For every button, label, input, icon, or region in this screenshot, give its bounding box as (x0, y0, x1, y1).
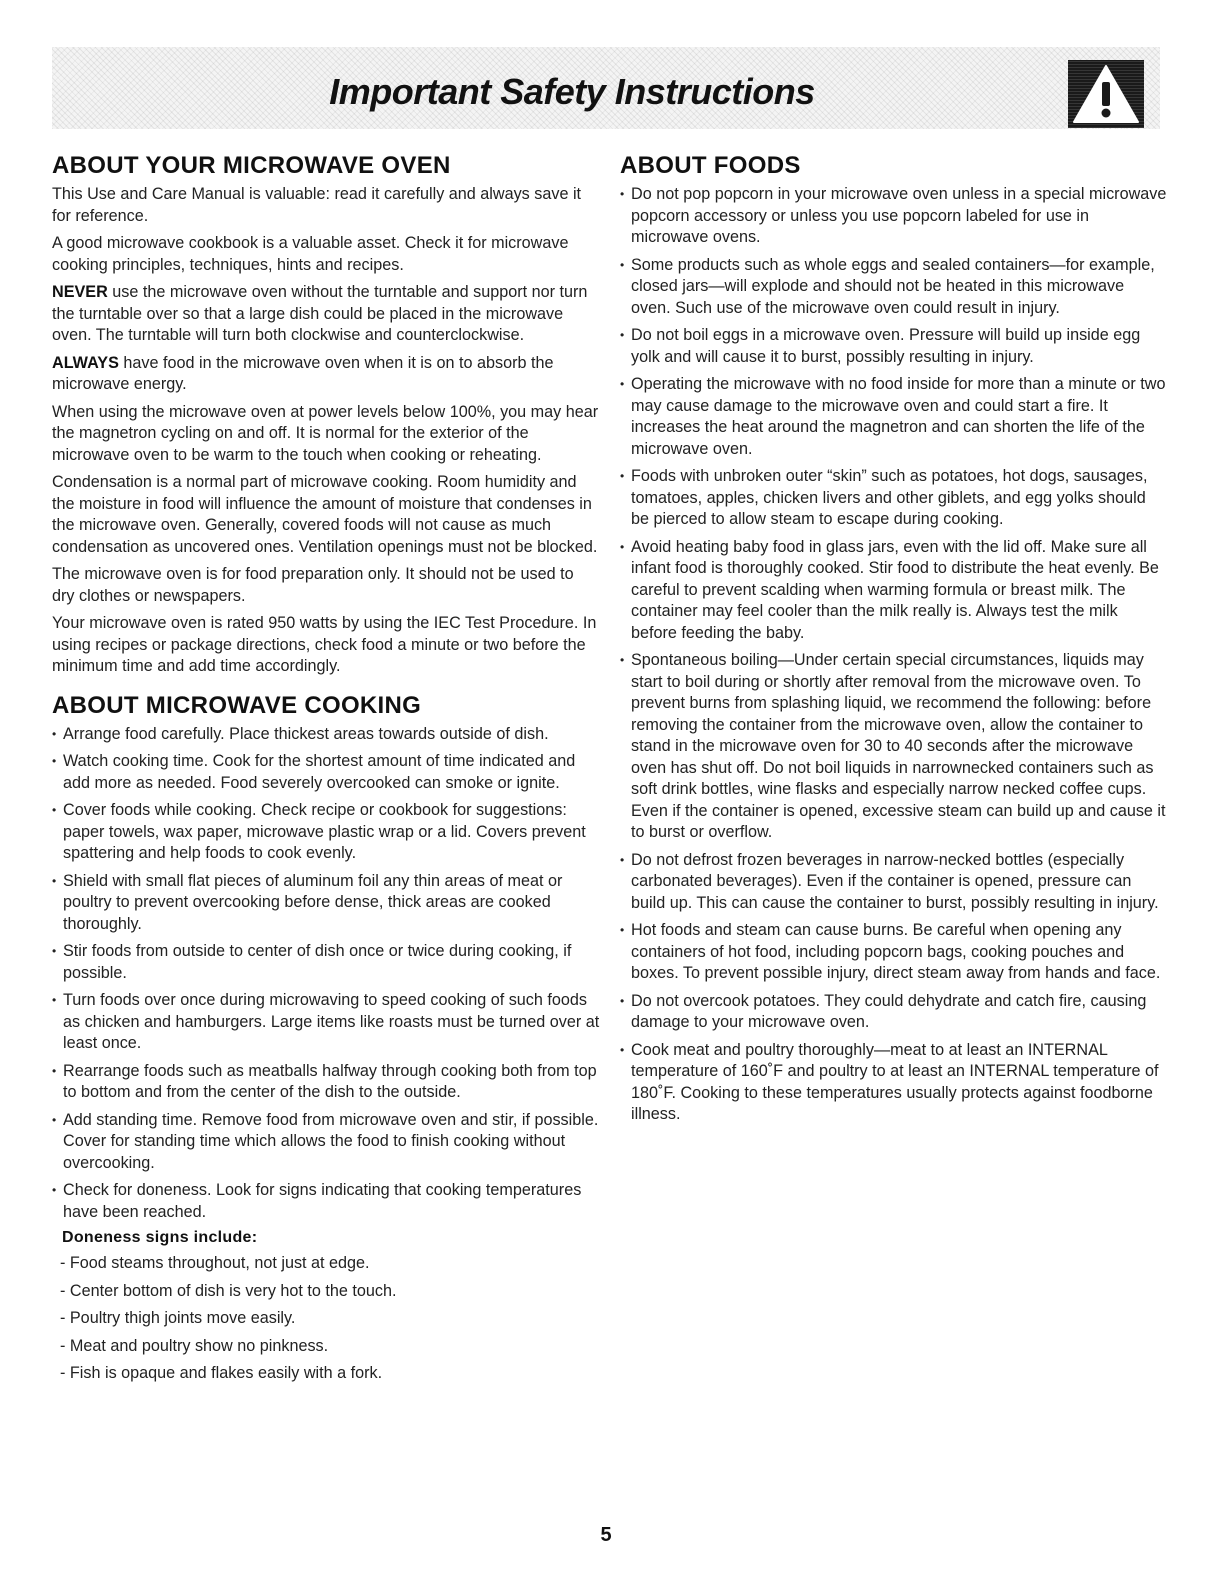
list-item: • Stir foods from outside to center of dish once or twice during cooking, if possible. (52, 941, 600, 984)
list-item: - Meat and poultry show no pinkness. (60, 1336, 329, 1355)
list-item: • Arrange food carefully. Place thickest areas towards outside of dish. (52, 724, 600, 746)
list-item: • Avoid heating baby food in glass jars, even with the lid off. Make sure all infant food is thoroughly cooked. Stir food to distribute the heat evenly. Be careful to prevent scalding when warming formula or breast milk. The container may feel cooler than the milk really is. Always test the milk before feeding the baby. (620, 537, 1168, 645)
list-item: • Do not boil eggs in a microwave oven. Pressure will build up inside egg yolk and will cause it to burst, possibly resulting in injury. (620, 325, 1168, 368)
left-column (52, 152, 600, 1391)
warning-triangle-icon (1068, 60, 1144, 128)
list-item: • Rearrange foods such as meatballs halfway through cooking both from top to bottom and from the center of the dish to the outside. (52, 1061, 600, 1104)
never-emphasis: NEVER (52, 283, 108, 301)
list-item: • Shield with small flat pieces of aluminum foil any thin areas of meat or poultry to prevent overcooking before dense, thick areas are cooked thoroughly. (52, 871, 600, 936)
about-foods-section (620, 152, 1168, 1126)
oven-paragraph (52, 282, 600, 347)
right-column (620, 152, 1168, 1132)
always-emphasis: ALWAYS (52, 353, 119, 372)
list-item: - Center bottom of dish is very hot to the touch. (60, 1281, 397, 1300)
cooking-list (52, 724, 600, 1224)
title-banner (52, 47, 1160, 129)
about-oven-section (52, 152, 600, 678)
oven-paragraph: The microwave oven is for food preparation only. It should not be used to dry clothes or newspapers. (52, 565, 574, 605)
list-item: • Cook meat and poultry thoroughly—meat to at least an INTERNAL temperature of 160˚F and poultry to at least an INTERNAL temperature of 180˚F. Cooking to these temperatures usually protects against foodborne illness. (620, 1040, 1168, 1126)
list-item: • Hot foods and steam can cause burns. Be careful when opening any containers of hot food, including popcorn bags, cooking pouches and boxes. To prevent possible injury, direct steam away from hands and face. (620, 920, 1168, 985)
always-text: have food in the microwave oven when it is on to absorb the microwave energy. (52, 353, 554, 393)
list-item: • Check for doneness. Look for signs indicating that cooking temperatures have been reached. (52, 1180, 600, 1223)
page-number: 5 (600, 1524, 612, 1546)
doneness-signs-list (52, 1253, 600, 1385)
list-item: • Watch cooking time. Cook for the shortest amount of time indicated and add more as needed. Food severely overcooked can smoke or ignite. (52, 751, 600, 794)
list-item: - Fish is opaque and flakes easily with a fork. (60, 1364, 383, 1382)
never-text: use the microwave oven without the turntable and support nor turn the turntable over so that a large dish could be placed in the microwave oven. The turntable will turn both clockwise and counterclockwise. (52, 283, 588, 344)
list-item: • Do not defrost frozen beverages in narrow-necked bottles (especially carbonated beverages). Even if the container is opened, pressure can build up. This can cause the container to burst, possibly resulting in injury. (620, 850, 1168, 915)
oven-paragraph: This Use and Care Manual is valuable: read it carefully and always save it for reference. (52, 185, 582, 225)
list-item: • Spontaneous boiling—Under certain special circumstances, liquids may start to boil during or shortly after removal from the microwave oven. To prevent burns from splashing liquid, we recommend the following: before removing the container from the microwave oven, allow the container to stand in the microwave oven for 30 to 40 seconds after the microwave oven has shut off. Do not boil liquids in narrownecked containers such as soft drink bottles, wine flasks and especially narrow necked coffee cups. Even if the container is opened, excessive steam can build up and cause it to burst or overflow. (620, 650, 1168, 844)
list-item: • Do not pop popcorn in your microwave oven unless in a special microwave popcorn accessory or unless you use popcorn labeled for use in microwave ovens. (620, 184, 1168, 249)
list-item: • Add standing time. Remove food from microwave oven and stir, if possible. Cover for standing time which allows the food to finish cooking without overcooking. (52, 1110, 600, 1175)
list-item: • Do not overcook potatoes. They could dehydrate and catch fire, causing damage to your microwave oven. (620, 991, 1168, 1034)
oven-paragraph: When using the microwave oven at power levels below 100%, you may hear the magnetron cycling on and off. It is normal for the exterior of the microwave oven to be warm to the touch when cooking or reheating. (52, 402, 599, 464)
about-foods-heading: ABOUT FOODS (620, 152, 801, 179)
list-item: • Turn foods over once during microwaving to speed cooking of such foods as chicken and hamburgers. Large items like roasts must be turned over at least once. (52, 990, 600, 1055)
list-item: - Food steams throughout, not just at edge. (60, 1254, 370, 1272)
about-cooking-section (52, 692, 600, 1385)
foods-list (620, 184, 1168, 1126)
about-oven-heading: ABOUT YOUR MICROWAVE OVEN (52, 152, 451, 179)
oven-paragraph: Your microwave oven is rated 950 watts by using the IEC Test Procedure. In using recipes or package directions, check food a minute or two before the minimum time and add time accordingly. (52, 614, 597, 675)
oven-paragraph: Condensation is a normal part of microwave cooking. Room humidity and the moisture in food will influence the amount of moisture that condenses in the microwave oven. Generally, covered foods will not cause as much condensation as uncovered ones. Ventilation openings must not be blocked. (52, 473, 598, 556)
oven-paragraph: A good microwave cookbook is a valuable asset. Check it for microwave cooking principles, techniques, hints and recipes. (52, 234, 569, 274)
list-item: • Operating the microwave with no food inside for more than a minute or two may cause damage to the microwave oven and could start a fire. It increases the heat around the magnetron and can shorten the life of the microwave oven. (620, 374, 1168, 460)
list-item: • Foods with unbroken outer “skin” such as potatoes, hot dogs, sausages, tomatoes, apples, chicken livers and other giblets, and egg yolks should be pierced to allow steam to escape during cooking. (620, 466, 1168, 531)
list-item: • Some products such as whole eggs and sealed containers—for example, closed jars—will explode and should not be heated in this microwave oven. Such use of the microwave oven could result in injury. (620, 255, 1168, 320)
doneness-signs-title: Doneness signs include: (62, 1229, 258, 1246)
list-item: - Poultry thigh joints move easily. (60, 1309, 296, 1327)
oven-paragraph (52, 353, 600, 396)
page-title: Important Safety Instructions (329, 71, 815, 112)
list-item: • Cover foods while cooking. Check recipe or cookbook for suggestions: paper towels, wax paper, microwave plastic wrap or a lid. Covers prevent spattering and help foods to cook evenly. (52, 800, 600, 865)
about-cooking-heading: ABOUT MICROWAVE COOKING (52, 691, 422, 719)
